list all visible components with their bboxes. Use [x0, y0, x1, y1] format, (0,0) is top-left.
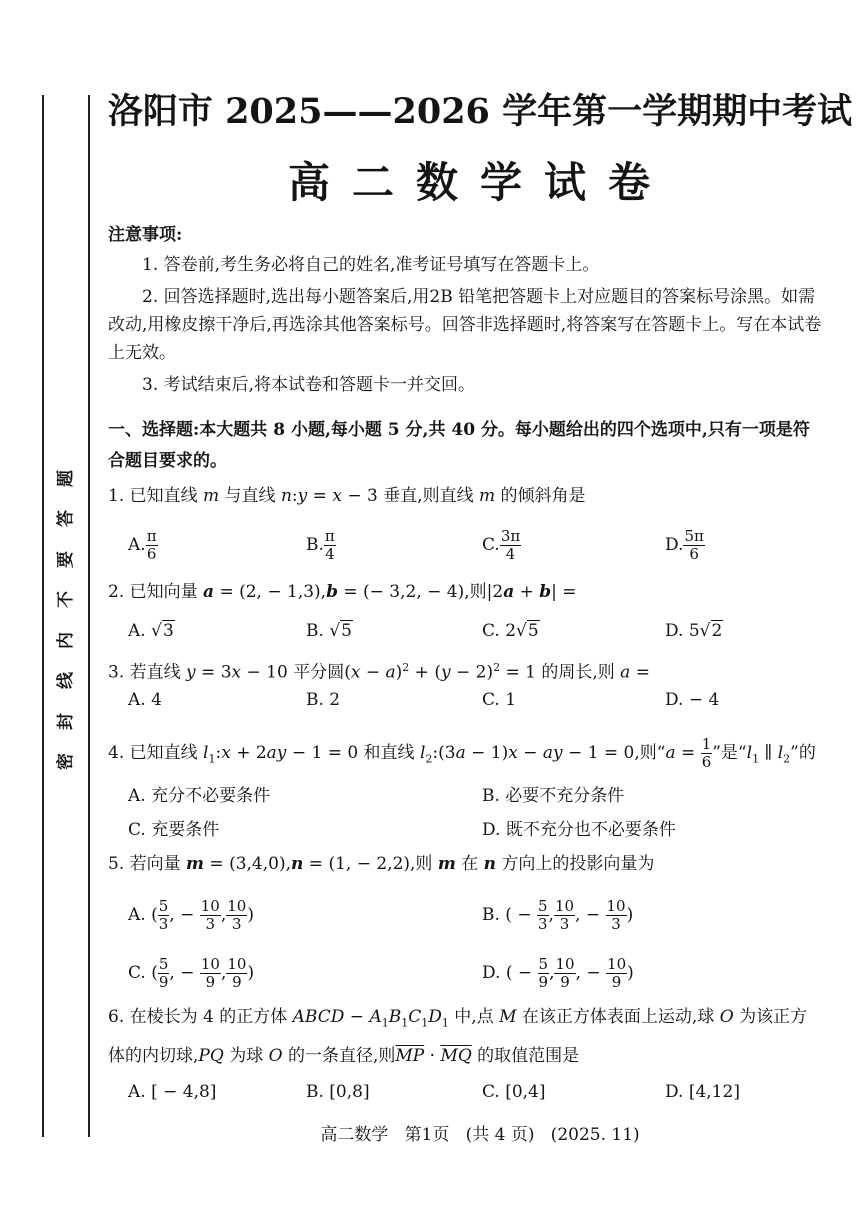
vector-mq: $\overline{MQ}$: [440, 1046, 472, 1066]
notice-item: 2. 回答选择题时,选出每小题答案后,用2B 铅笔把答题卡上对应题目的答案标号涂黑。如需改动,用橡皮擦干净后,再选涂其他答案标号。回答非选择题时,将答案写在答题卡上。写在本试卷上无效。: [108, 287, 822, 363]
seal-char: 封: [55, 712, 76, 730]
question-6-stem-line2: 体的内切球,PQ 为球 O 的一条直径,则$\overline{MP} \cdot \overline{MQ}$ 的取值范围是: [108, 1046, 580, 1066]
question-1-option-a: A. $\frac{\pi}{6}$: [128, 527, 157, 563]
question-3-option-b: B. 2: [306, 690, 341, 710]
binding-line-right: [88, 95, 90, 1137]
seal-char: 内: [55, 631, 76, 649]
notice-item: 3. 考试结束后,将本试卷和答题卡一并交回。: [142, 375, 476, 395]
question-1-option-c: C. $\frac{3\pi}{4}$: [482, 527, 521, 563]
sqrt-sign: √3: [151, 621, 174, 641]
question-4-option-d: D. 既不充分也不必要条件: [482, 820, 676, 840]
question-5-option-a: A. ( $\frac{5}{3}$ , − $\frac{10}{3}$ , $\frac{10}{3}$ ): [128, 897, 254, 933]
question-5-option-c: C. ( $\frac{5}{9}$ , − $\frac{10}{9}$ , $\frac{10}{9}$ ): [128, 955, 255, 991]
question-1-option-d: D. $\frac{5\pi}{6}$: [665, 527, 704, 563]
question-3-option-d: D. − 4: [665, 690, 720, 710]
notice-block: [108, 220, 828, 403]
question-5-option-d: D. ( − $\frac{5}{9}$ , $\frac{10}{9}$ , − $\frac{10}{9}$ ): [482, 955, 634, 991]
question-6-stem-line1: 6. 在棱长为 4 的正方体 ABCD − $A_1B_1C_1D_1$ 中,点 M 在该正方体表面上运动,球 O 为该正方: [108, 1007, 808, 1030]
question-6-option-a: A. [ − 4,8]: [128, 1082, 217, 1102]
seal-char: 答: [55, 510, 76, 528]
question-3-option-a: A. 4: [128, 690, 162, 710]
sqrt-sign: √5: [516, 621, 539, 641]
question-5-option-b: B. ( − $\frac{5}{3}$ , $\frac{10}{3}$ , − $\frac{10}{3}$ ): [482, 897, 634, 933]
question-6-option-d: D. [4,12]: [665, 1082, 740, 1102]
notice-heading: 注意事项:: [108, 225, 183, 245]
question-4-option-c: C. 充要条件: [128, 820, 220, 840]
question-4-option-a: A. 充分不必要条件: [128, 786, 271, 806]
sqrt-sign: √5: [329, 621, 352, 641]
question-3-option-c: C. 1: [482, 690, 517, 710]
notice-item: 1. 答卷前,考生务必将自己的姓名,准考证号填写在答题卡上。: [142, 255, 600, 275]
binding-seal-text: [52, 470, 80, 770]
question-5-stem: 5. 若向量 m = (3,4,0),n = (1, − 2,2),则 m 在 n 方向上的投影向量为: [108, 854, 655, 874]
seal-char: 题: [55, 470, 76, 487]
question-2-option-c: C. 2√5: [482, 621, 539, 641]
vector-mp: $\overline{MP}$: [395, 1046, 425, 1066]
section-heading: 一、选择题:本大题共 8 小题,每小题 5 分,共 40 分。每小题给出的四个选项中,只有一项是符合题目要求的。: [108, 420, 810, 471]
question-2-option-d: D. 5√2: [665, 621, 723, 641]
question-2-stem: 2. 已知向量 a = (2, − 1,3),b = (− 3,2, − 4),则|2a + b| =: [108, 582, 577, 602]
seal-char: 密: [55, 752, 76, 770]
question-2-option-b: B. √5: [306, 621, 352, 641]
seal-char: 不: [55, 591, 76, 609]
page-footer: 高二数学 第1页 (共 4 页) (2025. 11): [320, 1125, 640, 1145]
question-2-option-a: A. √3: [128, 621, 174, 641]
sqrt-sign: √2: [699, 621, 723, 641]
question-4-stem: 4. 已知直线 $l_1:x + 2ay - 1 = 0$ 和直线 $l_2:(3a - 1)x$ − ay − 1 = 0,则“a = $\frac{1}{6}$ ”是“$l_1$ ∥ $l_2$”的: [108, 735, 816, 771]
seal-char: 线: [55, 672, 76, 690]
question-4-option-b: B. 必要不充分条件: [482, 786, 625, 806]
question-3-stem: 3. 若直线 y = 3x − 10 平分圆$(x - a)^2 + (y - 2)^2 = 1$ 的周长,则 a =: [108, 661, 650, 683]
question-1-option-b: B. $\frac{\pi}{4}$: [306, 527, 335, 563]
exam-title: 洛阳市 2025——2026 学年第一学期期中考试: [107, 91, 853, 132]
seal-char: 要: [55, 550, 76, 568]
question-6-option-c: C. [0,4]: [482, 1082, 546, 1102]
binding-line-left: [42, 95, 44, 1137]
question-1-stem: 1. 已知直线 m 与直线 n:y = x − 3 垂直,则直线 m 的倾斜角是: [108, 486, 586, 506]
question-6-option-b: B. [0,8]: [306, 1082, 370, 1102]
exam-subject: 高二数学试卷: [287, 158, 672, 207]
